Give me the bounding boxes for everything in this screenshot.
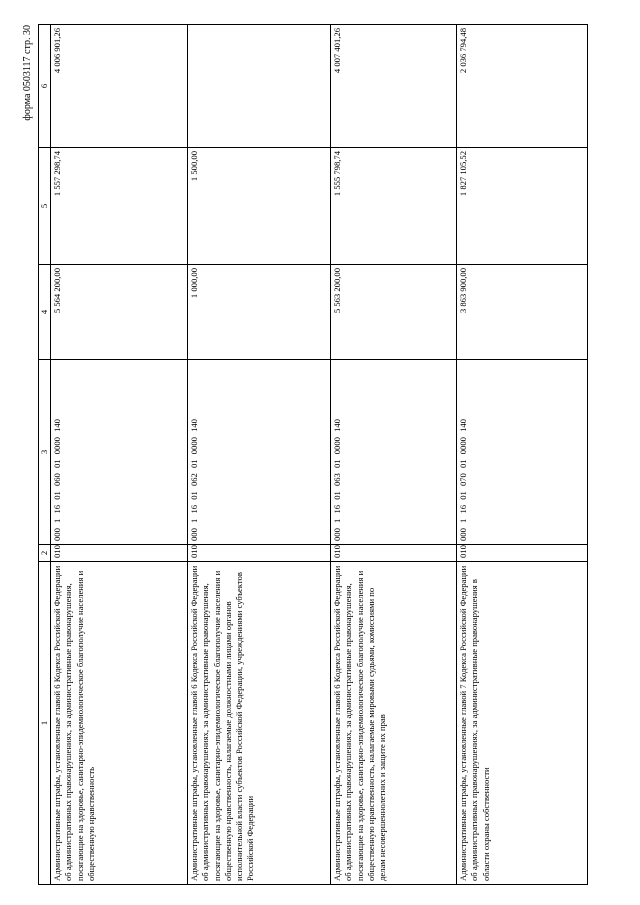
- budget-classification-code: 000 1 16 01 063 01 0000 140: [331, 360, 457, 545]
- approved-amount: 5 563 200,00: [331, 265, 457, 360]
- unexecuted-amount: 4 006 901,26: [51, 25, 188, 148]
- executed-amount: 1 500,00: [188, 148, 331, 265]
- form-reference: форма 0503117 стр. 30: [22, 25, 33, 121]
- row-name: Административные штрафы, установленные главой 7 Кодекса Российской Федерации об административных правонарушениях, за административные правонарушения в области охраны собственности: [457, 562, 588, 885]
- table-header-row: [39, 25, 51, 885]
- executed-amount: 1 555 798,74: [331, 148, 457, 265]
- row-name: Административные штрафы, установленные главой 6 Кодекса Российской Федерации об административных правонарушениях, за административные правонарушения, посягающие на здоровье, санитарно-эпидемиологическое благополучие населения и общественную нравственность, налагаемые должностными лицами органов исполнительной власти субъектов Российской Федерации, учреждениями субъектов Российской Федерации: [188, 562, 331, 885]
- approved-amount: 1 000,00: [188, 265, 331, 360]
- line-code: 010: [457, 545, 588, 562]
- column-number-2: 2: [39, 545, 51, 562]
- budget-classification-code: 000 1 16 01 062 01 0000 140: [188, 360, 331, 545]
- document-page: [22, 25, 622, 885]
- report-table: [38, 24, 588, 885]
- unexecuted-amount: 4 007 401,26: [331, 25, 457, 148]
- unexecuted-amount: 2 036 794,48: [457, 25, 588, 148]
- approved-amount: 3 863 900,00: [457, 265, 588, 360]
- table-row: [331, 25, 457, 885]
- column-number-1: 1: [39, 562, 51, 885]
- line-code: 010: [188, 545, 331, 562]
- table-row: [51, 25, 188, 885]
- row-name: Административные штрафы, установленные главой 6 Кодекса Российской Федерации об административных правонарушениях, за административные правонарушения, посягающие на здоровье, санитарно-эпидемиологическое благополучие населения и общественную нравственность, налагаемые мировыми судьями, комиссиями по делам несовершеннолетних и защите их прав: [331, 562, 457, 885]
- column-number-3: 3: [39, 360, 51, 545]
- column-number-4: 4: [39, 265, 51, 360]
- line-code: 010: [51, 545, 188, 562]
- column-number-5: 5: [39, 148, 51, 265]
- budget-classification-code: 000 1 16 01 070 01 0000 140: [457, 360, 588, 545]
- line-code: 010: [331, 545, 457, 562]
- unexecuted-amount: [188, 25, 331, 148]
- executed-amount: 1 827 105,52: [457, 148, 588, 265]
- table-row: [457, 25, 588, 885]
- budget-classification-code: 000 1 16 01 060 01 0000 140: [51, 360, 188, 545]
- row-name: Административные штрафы, установленные главой 6 Кодекса Российской Федерации об административных правонарушениях, за административные правонарушения, посягающие на здоровье, санитарно-эпидемиологическое благополучие населения и общественную нравственность: [51, 562, 188, 885]
- approved-amount: 5 564 200,00: [51, 265, 188, 360]
- table-row: [188, 25, 331, 885]
- executed-amount: 1 557 298,74: [51, 148, 188, 265]
- column-number-6: 6: [39, 25, 51, 148]
